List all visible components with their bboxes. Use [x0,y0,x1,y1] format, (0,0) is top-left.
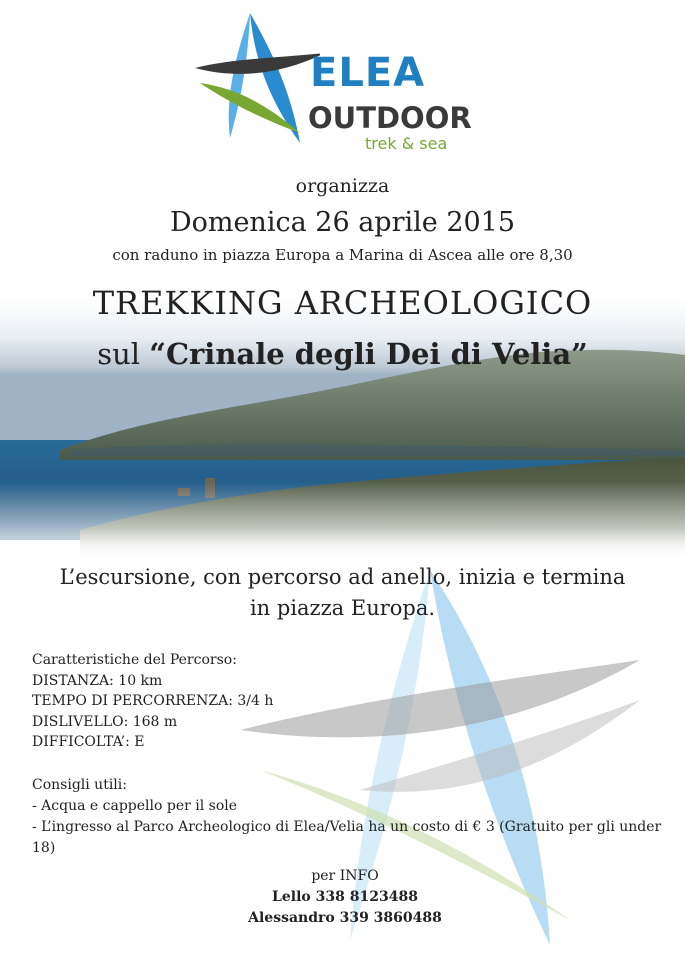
tip-item: - Acqua e cappello per il sole [32,798,238,814]
logo-star-icon [190,8,320,148]
contact-lello: Lello 338 8123488 [272,889,418,905]
subtitle-bold: “Crinale degli Dei di Velia” [149,337,588,371]
contact-alessandro: Alessandro 339 3860488 [248,910,442,926]
intro-line-1: L’escursione, con percorso ad anello, inizia e termina [59,565,626,589]
logo-sub-text: OUTDOOR [308,101,472,135]
route-time: TEMPO DI PERCORRENZA: 3/4 h [32,693,274,709]
contact-label: per INFO [311,868,379,884]
organizza-text: organizza [295,175,390,197]
subtitle-prefix: sul [97,337,150,371]
intro-text [0,562,685,624]
event-title: TREKKING ARCHEOLOGICO [92,284,593,322]
route-heading: Caratteristiche del Percorso: [32,652,237,668]
route-difficulty: DIFFICOLTA’: E [32,734,145,750]
tips-section [32,775,685,859]
elea-outdoor-logo [190,8,490,158]
event-subtitle [0,337,685,371]
meeting-info: con raduno in piazza Europa a Marina di Ascea alle ore 8,30 [112,246,573,264]
event-date: Domenica 26 aprile 2015 [169,207,516,238]
logo-tagline: trek & sea [365,134,448,153]
tips-heading: Consigli utili: [32,777,127,793]
tip-item: - L’ingresso al Parco Archeologico di Elea/Velia ha un costo di € 3 (Gratuito per gli under 18) [32,819,662,856]
contact-info [215,866,475,929]
route-details [32,650,273,753]
route-elevation: DISLIVELLO: 168 m [32,713,178,730]
logo-brand-text: ELEA [310,50,426,96]
intro-line-2: in piazza Europa. [249,596,436,620]
route-distance: DISTANZA: 10 km [32,672,163,689]
